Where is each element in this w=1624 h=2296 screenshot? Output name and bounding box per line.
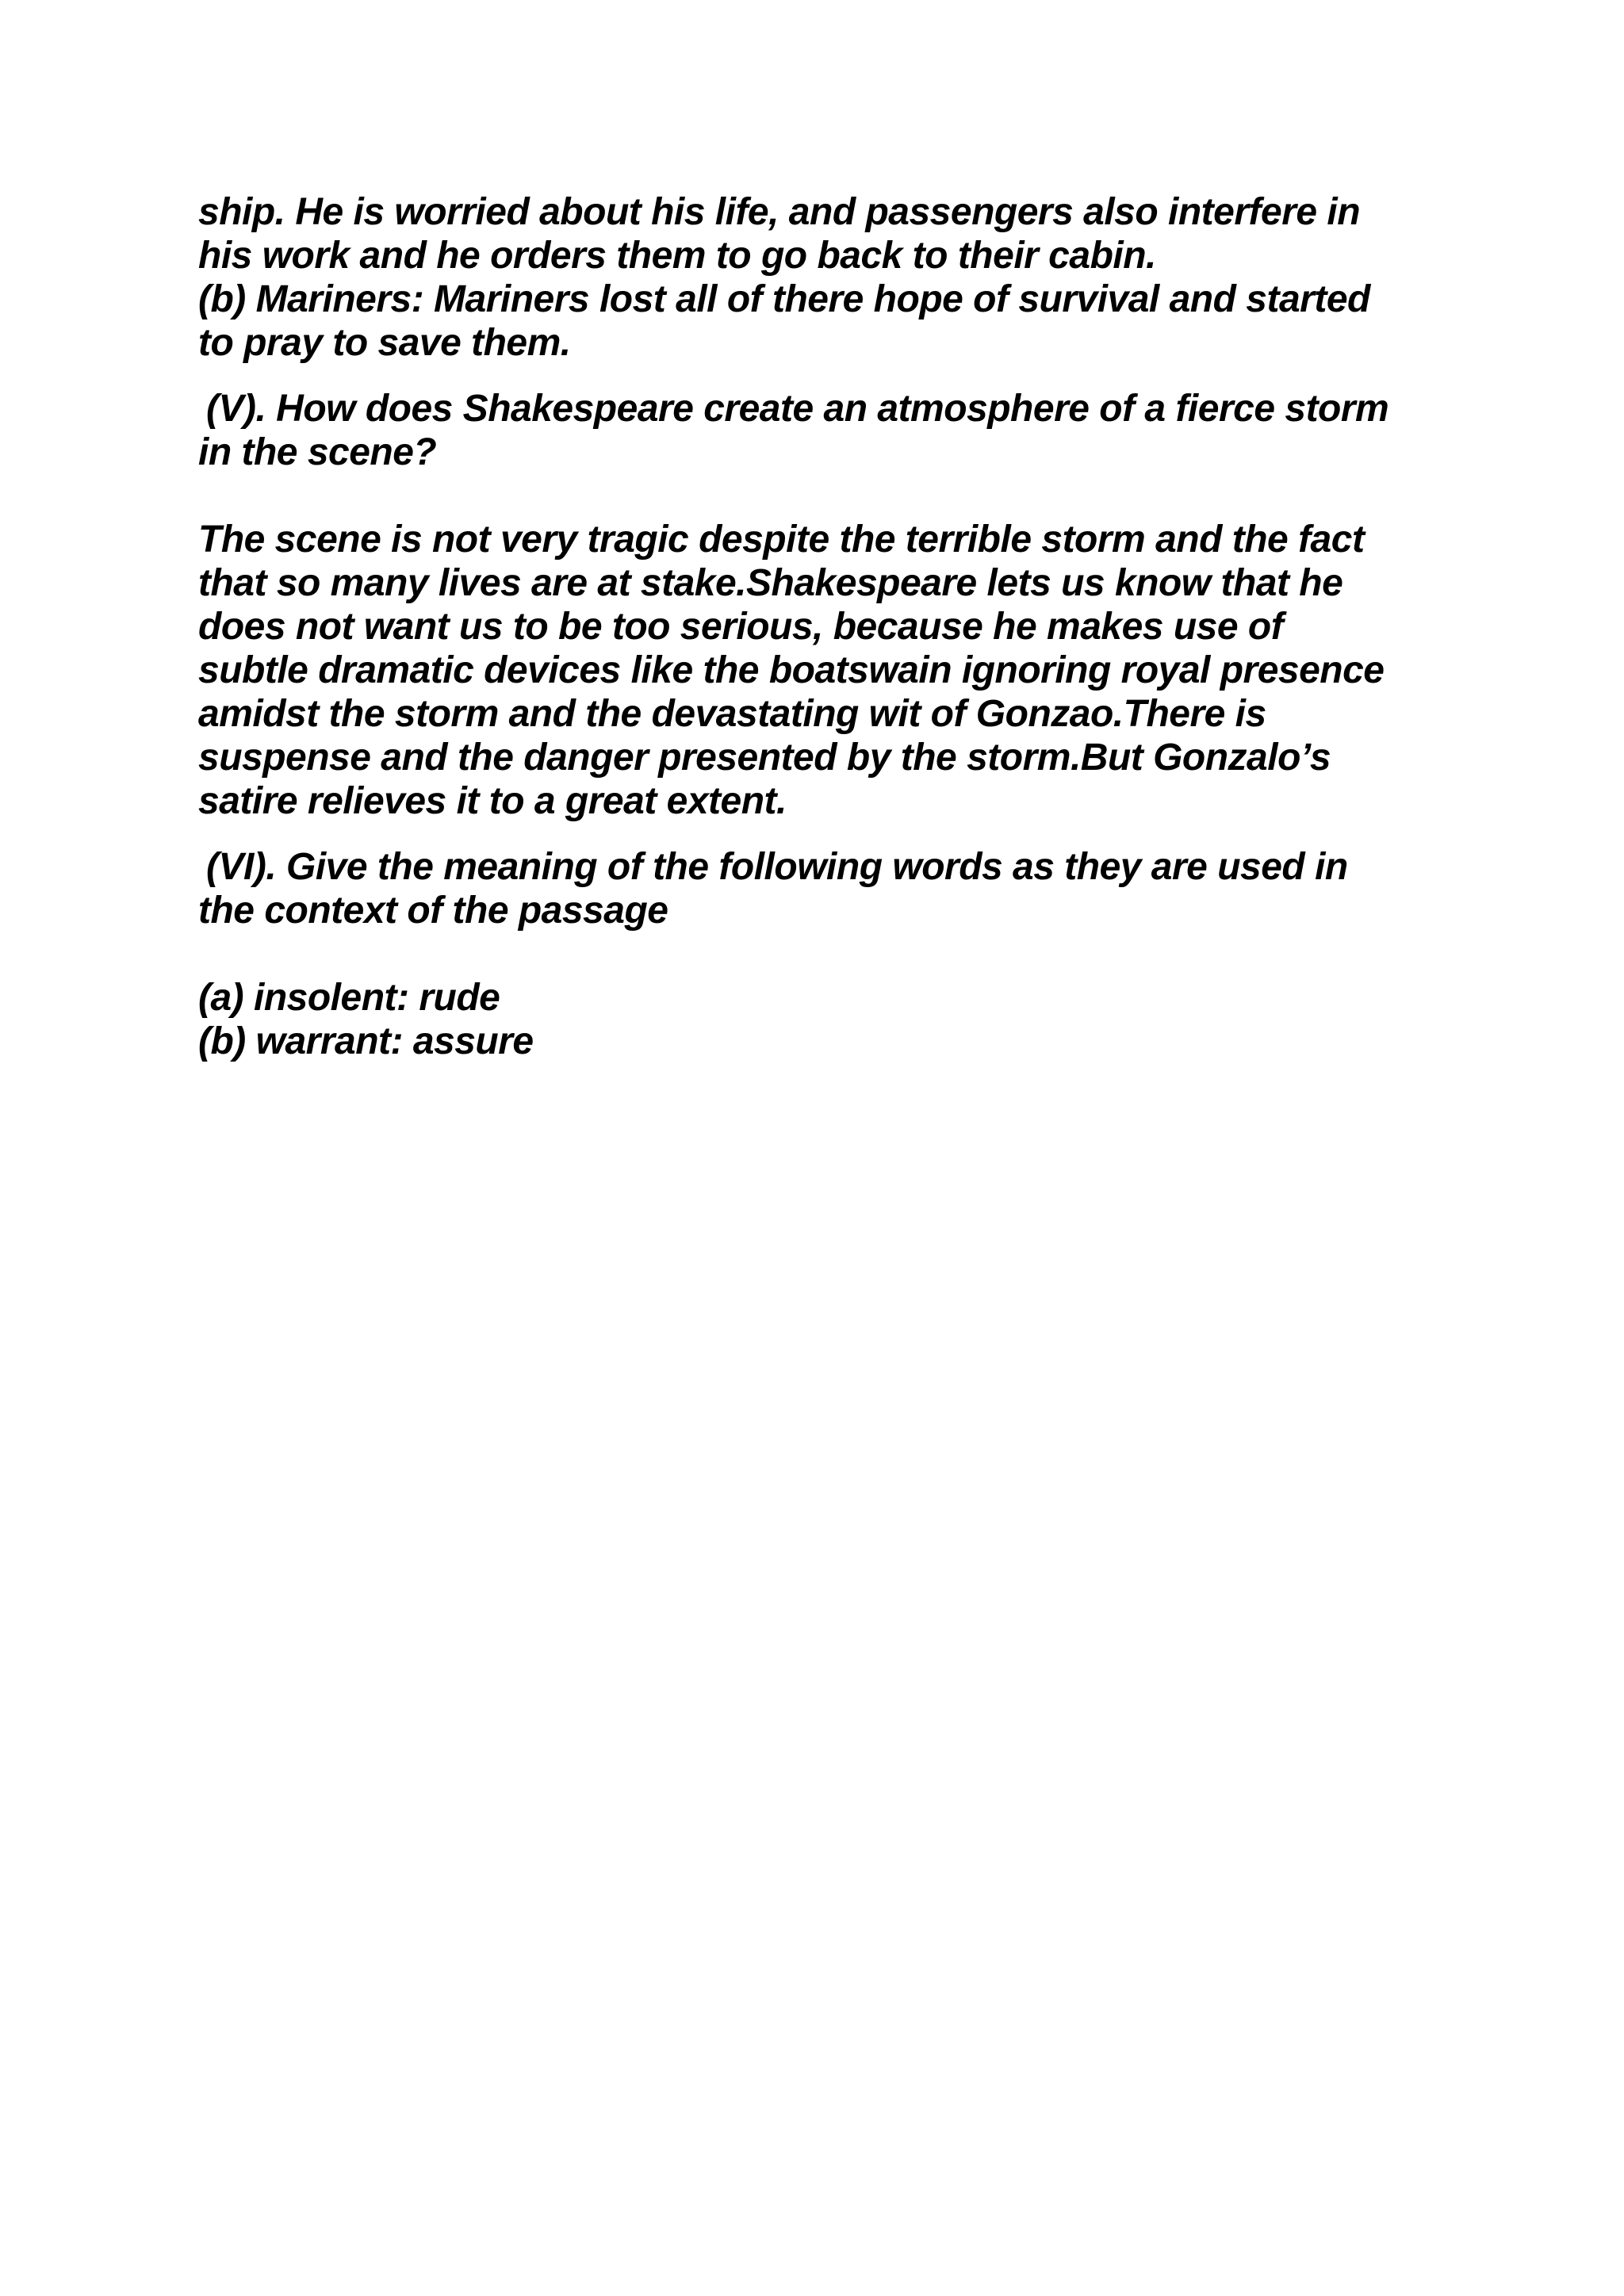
- document-page: [198, 190, 1483, 1063]
- text-line: (b) warrant: assure: [198, 1020, 534, 1062]
- text-line: ship. He is worried about his life, and passengers also interfere in: [198, 191, 1361, 233]
- text-line: does not want us to be too serious, because he makes use of: [198, 606, 1284, 648]
- text-line: (V). How does Shakespeare create an atmosphere of a fierce storm: [206, 388, 1389, 430]
- text-line: to pray to save them.: [198, 322, 571, 364]
- text-line: suspense and the danger presented by the storm.But Gonzalo’s: [198, 737, 1331, 779]
- text-line: satire relieves it to a great extent.: [198, 780, 787, 822]
- text-line: (VI). Give the meaning of the following words as they are used in: [206, 846, 1348, 888]
- text-line: his work and he orders them to go back to their cabin.: [198, 235, 1156, 277]
- answer-v: [198, 518, 1483, 823]
- text-line: the context of the passage: [198, 890, 668, 932]
- spacer: [198, 823, 1483, 845]
- text-line: (a) insolent: rude: [198, 977, 500, 1019]
- spacer: [198, 932, 1483, 976]
- question-vi-continued: [198, 889, 1483, 932]
- text-line: (b) Mariners: Mariners lost all of there hope of survival and started: [198, 278, 1370, 320]
- text-line: subtle dramatic devices like the boatswain ignoring royal presence: [198, 649, 1385, 691]
- question-v-continued: [198, 430, 1483, 474]
- spacer: [198, 474, 1483, 518]
- text-line: in the scene?: [198, 431, 437, 473]
- question-vi: [198, 845, 1483, 889]
- text-line: that so many lives are at stake.Shakespeare lets us know that he: [198, 562, 1343, 604]
- question-v: [198, 387, 1483, 430]
- answer-vi: [198, 976, 1483, 1063]
- text-line: The scene is not very tragic despite the terrible storm and the fact: [198, 519, 1365, 561]
- text-line: amidst the storm and the devastating wit of Gonzao.There is: [198, 693, 1266, 735]
- paragraph-boatswain-mariners: [198, 190, 1483, 365]
- spacer: [198, 365, 1483, 387]
